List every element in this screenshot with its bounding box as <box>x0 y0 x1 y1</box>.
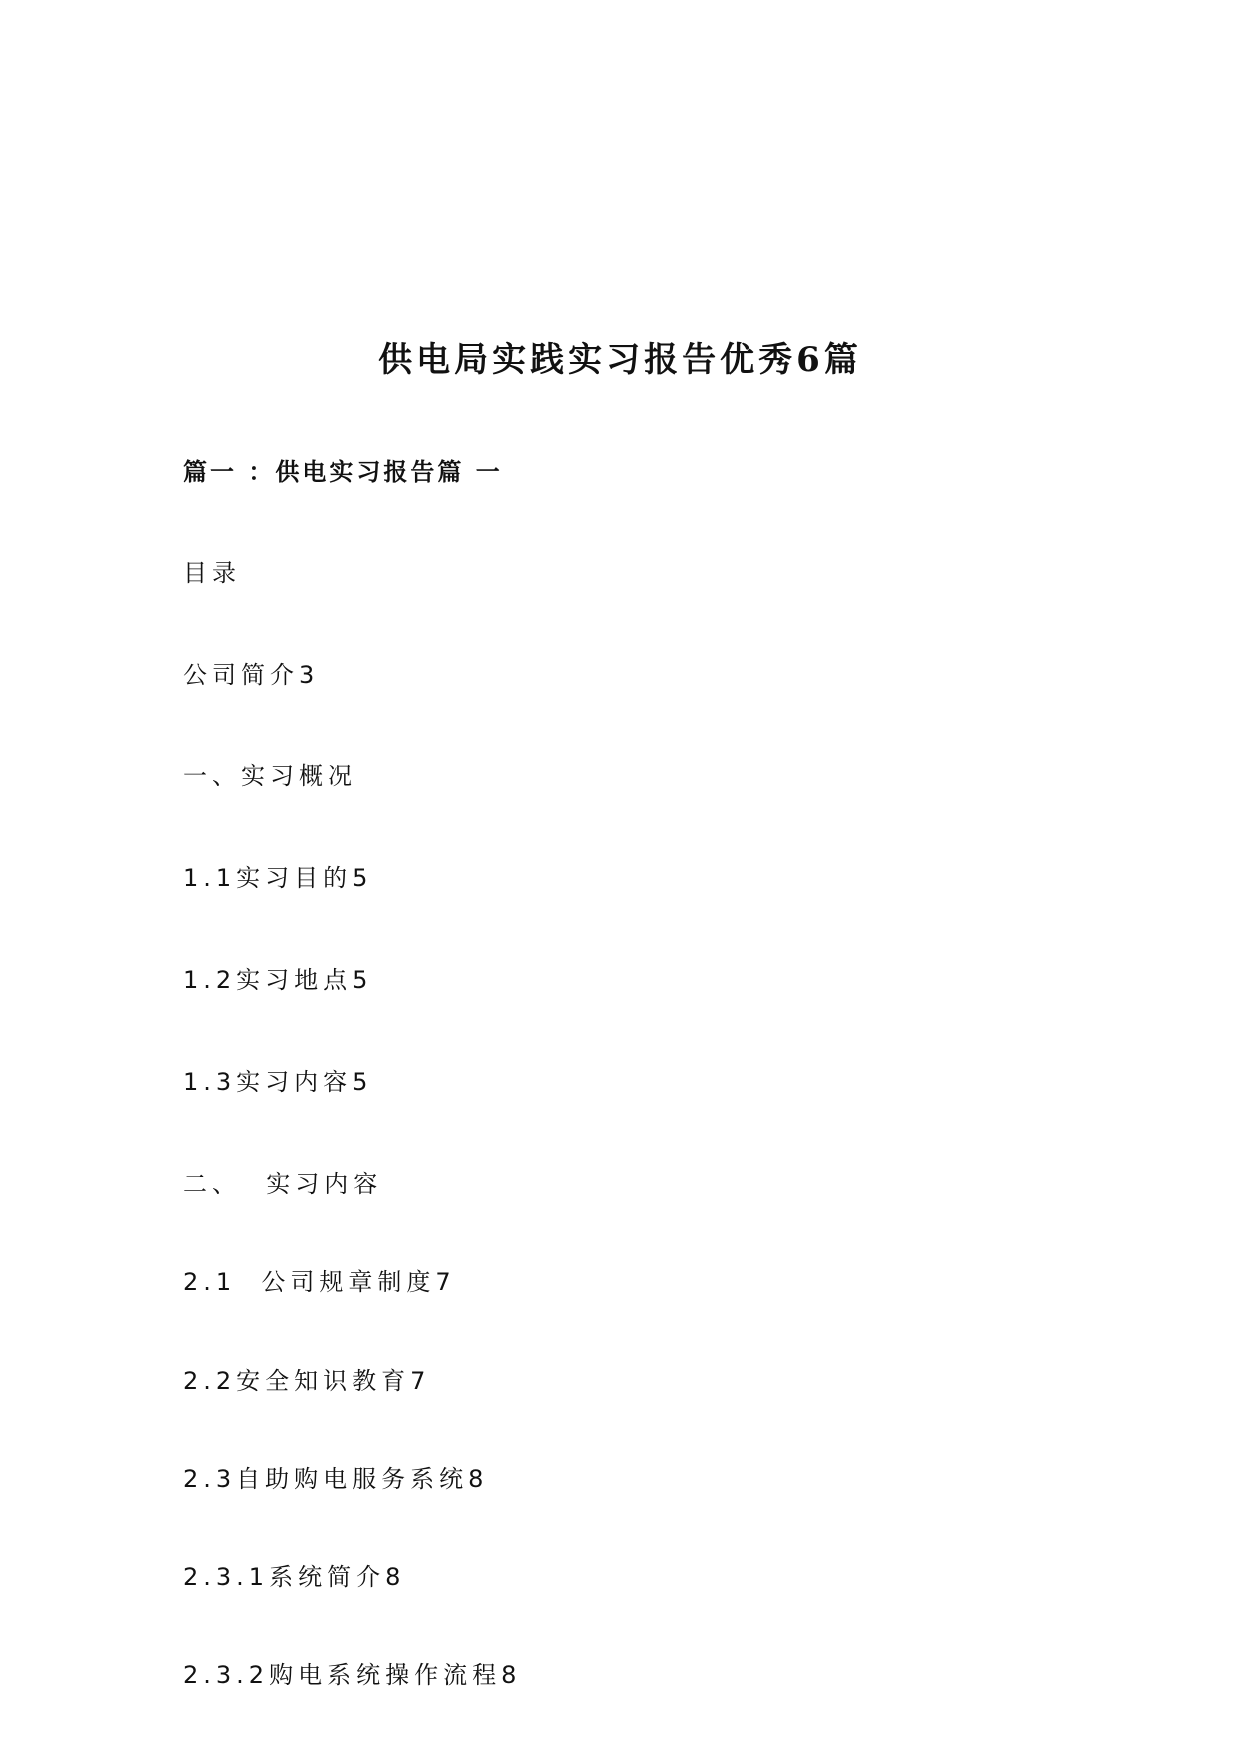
toc-entry: 2.3自助购电服务系统8 <box>183 1465 489 1493</box>
document-title: 供电局实践实习报告优秀6篇 <box>378 340 862 380</box>
toc-entry: 1.2实习地点5 <box>183 966 373 994</box>
toc-entry: 2.3.1系统简介8 <box>183 1563 406 1591</box>
toc-entry: 2.2安全知识教育7 <box>183 1367 431 1395</box>
toc-entry: 2.1 公司规章制度7 <box>183 1268 456 1296</box>
toc-entry: 1.1实习目的5 <box>183 864 373 892</box>
toc-entry: 一、实习概况 <box>183 762 357 790</box>
toc-entry: 1.3实习内容5 <box>183 1068 373 1096</box>
toc-entry: 公司简介3 <box>183 661 320 689</box>
toc-entry: 二、 实习内容 <box>183 1170 383 1198</box>
section-heading: 篇一 ：供电实习报告篇 一 <box>183 457 503 486</box>
toc-heading: 目录 <box>183 559 241 587</box>
toc-entry: 2.3.2购电系统操作流程8 <box>183 1661 522 1689</box>
